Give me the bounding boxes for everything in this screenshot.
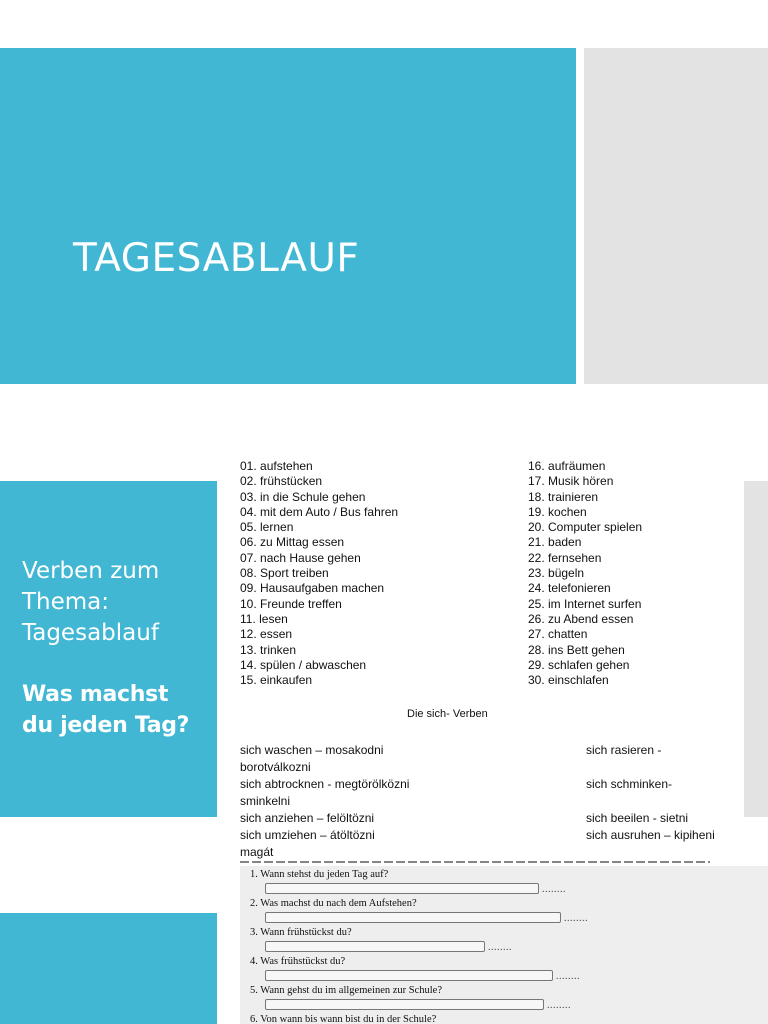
title-banner: [0, 48, 576, 384]
answer-dots: ........: [556, 971, 580, 982]
topic-heading-line: Verben zum: [22, 558, 160, 584]
verb-item: 07. nach Hause gehen: [240, 550, 361, 565]
verb-item: 09. Hausaufgaben machen: [240, 581, 385, 596]
sich-verb-right: sich beeilen - sietni: [586, 811, 689, 825]
verb-item: 14. spülen / abwaschen: [240, 657, 367, 672]
answer-box: [265, 941, 485, 952]
verb-item: 26. zu Abend essen: [528, 611, 634, 626]
verb-item: 01. aufstehen: [240, 459, 313, 473]
verb-item: 10. Freunde treffen: [240, 596, 342, 611]
sich-verb-row: [240, 742, 760, 759]
answer-dots: ........: [488, 942, 512, 953]
worksheet-question: [240, 956, 768, 985]
verb-item: 02. frühstücken: [240, 474, 323, 489]
worksheet-question: [240, 869, 768, 898]
sich-verb-row: [240, 776, 760, 793]
worksheet-question: [240, 898, 768, 927]
sich-verb-row: [240, 810, 760, 827]
verb-item: 27. chatten: [528, 627, 588, 642]
question-text: 3. Wann frühstückst du?: [250, 927, 352, 938]
sich-verb-left: sich umziehen – átöltözni: [240, 828, 375, 842]
sich-verb-left: sich anziehen – felöltözni: [240, 811, 375, 825]
verb-item: 25. im Internet surfen: [528, 596, 642, 611]
question-text: 2. Was machst du nach dem Aufstehen?: [250, 898, 417, 909]
sich-verb-left: sminkelni: [240, 794, 291, 808]
verb-item: 15. einkaufen: [240, 673, 313, 688]
sich-verbs-title: Die sich- Verben: [407, 708, 488, 720]
sich-verb-left: sich waschen – mosakodni: [240, 743, 384, 757]
topic-question-line: du jeden Tag?: [22, 713, 190, 738]
verb-item: 30. einschlafen: [528, 673, 609, 688]
topic-panel-next: [0, 913, 217, 1024]
verb-item: 11. lesen: [240, 611, 288, 626]
verb-item: 04. mit dem Auto / Bus fahren: [240, 504, 399, 519]
verb-item: 18. trainieren: [528, 489, 599, 504]
sich-verb-right: sich schminken-: [586, 777, 673, 791]
answer-dots: ........: [542, 884, 566, 895]
title-side-panel: [584, 48, 768, 384]
sich-verb-row: [240, 844, 760, 861]
verb-item: 23. bügeln: [528, 566, 585, 581]
verb-item: 03. in die Schule gehen: [240, 489, 366, 504]
answer-dots: ........: [564, 913, 588, 924]
verb-item: 16. aufräumen: [528, 459, 606, 473]
verb-item: 20. Computer spielen: [528, 520, 643, 535]
question-text: 1. Wann stehst du jeden Tag auf?: [250, 869, 389, 880]
sich-verb-row: [240, 827, 760, 844]
answer-box: [265, 883, 539, 894]
sich-verb-row: [240, 759, 760, 776]
verb-item: 22. fernsehen: [528, 550, 602, 565]
slide-title: TAGESABLAUF: [73, 236, 360, 281]
verb-list-right: [528, 459, 642, 688]
sich-verb-left: sich abtrocknen - megtörölközni: [240, 777, 410, 791]
verb-item: 17. Musik hören: [528, 474, 614, 489]
cut-off-text-line: [240, 860, 710, 864]
worksheet-question: [240, 927, 768, 956]
topic-heading-line: Thema:: [22, 589, 110, 615]
answer-box: [265, 970, 553, 981]
sich-verb-right: sich ausruhen – kipiheni: [586, 828, 715, 842]
question-text: 6. Von wann bis wann bist du in der Schule?: [250, 1014, 437, 1024]
sich-verb-left: magát: [240, 845, 274, 859]
topic-panel: [0, 481, 217, 817]
verb-item: 24. telefonieren: [528, 581, 611, 596]
verb-item: 19. kochen: [528, 504, 587, 519]
question-text: 4. Was frühstückst du?: [250, 956, 346, 967]
topic-heading-line: Tagesablauf: [22, 620, 159, 646]
worksheet-question: [240, 985, 768, 1014]
question-text: 5. Wann gehst du im allgemeinen zur Schule?: [250, 985, 442, 996]
verb-list-left: [240, 459, 398, 688]
verb-item: 06. zu Mittag essen: [240, 535, 345, 550]
topic-question: [22, 679, 212, 741]
worksheet-question: [240, 1014, 768, 1024]
verb-item: 21. baden: [528, 535, 582, 550]
sich-verb-row: [240, 793, 760, 810]
verb-item: 28. ins Bett gehen: [528, 642, 625, 657]
sich-verb-left: borotválkozni: [240, 760, 311, 774]
answer-dots: ........: [547, 1000, 571, 1011]
sich-verbs-list: [240, 742, 760, 861]
answer-box: [265, 999, 544, 1010]
answer-box: [265, 912, 561, 923]
verb-item: 13. trinken: [240, 642, 297, 657]
verb-item: 08. Sport treiben: [240, 566, 329, 581]
verb-item: 12. essen: [240, 627, 293, 642]
topic-heading: [22, 556, 212, 649]
topic-question-line: Was machst: [22, 682, 169, 707]
verb-item: 05. lernen: [240, 520, 294, 535]
worksheet-image: [240, 866, 768, 1024]
verb-item: 29. schlafen gehen: [528, 657, 630, 672]
sich-verb-right: sich rasieren -: [586, 743, 662, 757]
